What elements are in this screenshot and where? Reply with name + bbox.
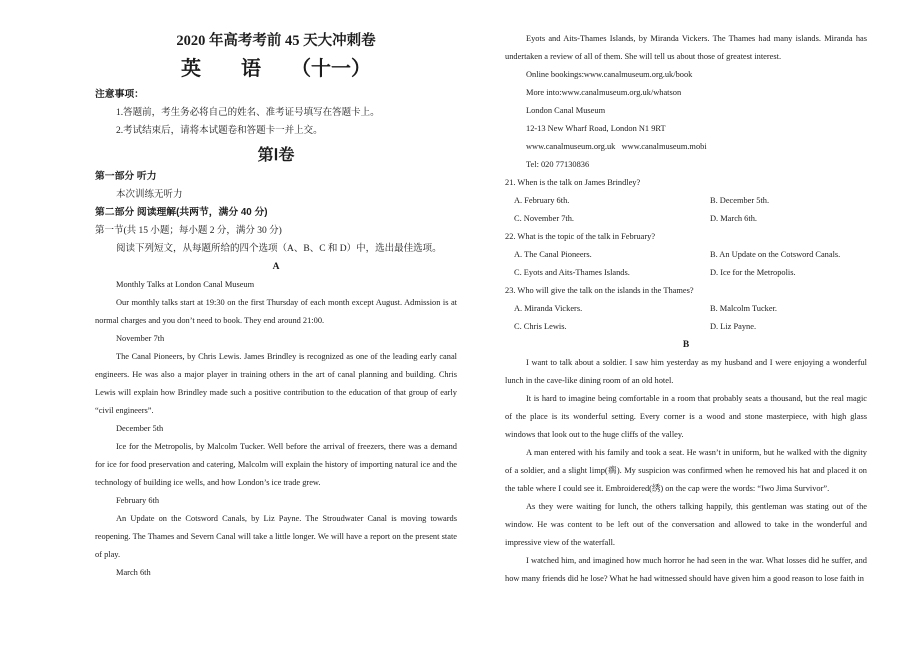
notice-item-2: 2.考试结束后，请将本试题卷和答题卡一并上交。 (116, 126, 323, 136)
option-b: B. Malcolm Tucker. (710, 304, 778, 313)
paper-title: 2020 年高考考前 45 天大冲刺卷 (176, 33, 376, 49)
option-d: D. March 6th. (710, 214, 757, 223)
option-b: B. An Update on the Cotsword Canals. (710, 250, 841, 259)
passage-a-paragraph: Our monthly talks start at 19:30 on the first Thursday of each month except August. Admission is at normal charges and you don’t need to book. They end around 21:00. (95, 298, 457, 325)
right-column (505, 30, 867, 588)
passage-b-label: B (682, 340, 690, 350)
passage-b-paragraph: A man entered with his family and took a seat. He wasn’t in uniform, but he walked with the dignity of a soldier, and a slight limp(瘸). My suspicion was confirmed when he removed his hat and placed it on the table where I could see it. Embroidered(绣) on the cap were the words: “Iwo Jima Survivor”. (505, 448, 867, 493)
question-21 (505, 174, 867, 228)
passage-a-info-line: Tel: 020 77130836 (526, 160, 590, 169)
part1-heading: 第一部分 听力 (95, 171, 157, 182)
left-column (95, 30, 457, 588)
passage-a-title-line: Monthly Talks at London Canal Museum (116, 280, 255, 289)
volume-title: 第Ⅰ卷 (257, 147, 295, 164)
question-text: 23. Who will give the talk on the islands in the Thames? (505, 286, 694, 295)
option-a: A. Miranda Vickers. (514, 304, 583, 313)
passage-a-date-line: March 6th (116, 568, 151, 577)
passage-a-info-line: Online bookings:www.canalmuseum.org.uk/book (526, 70, 693, 79)
notice-heading: 注意事项： (95, 89, 144, 100)
part2-subheading: 第一节(共 15 小题；每小题 2 分，满分 30 分) (95, 226, 282, 236)
option-b: B. December 5th. (710, 196, 770, 205)
part1-note: 本次训练无听力 (116, 190, 183, 200)
option-c: C. November 7th. (514, 214, 575, 223)
passage-a-info-line: 12-13 New Wharf Road, London N1 9RT (526, 124, 666, 133)
passage-a-info-line: www.canalmuseum.org.uk www.canalmuseum.mobi (526, 142, 707, 151)
option-c: C. Eyots and Aits-Thames Islands. (514, 268, 630, 277)
passage-a-date-line: November 7th (116, 334, 165, 343)
question-text: 21. When is the talk on James Brindley? (505, 178, 641, 187)
passage-a-label: A (272, 262, 280, 272)
passage-b-paragraph: As they were waiting for lunch, the others talking happily, this gentleman was stating out of the window. He was content to be left out of the conversation and allowed to take in the wonderful and impressive view of the waterfall. (505, 502, 867, 547)
passage-b-paragraph: I want to talk about a soldier. I saw him yesterday as my husband and I were enjoying a wonderful lunch in the cave-like dining room of an old hotel. (505, 358, 867, 385)
passage-a-info-line: More into:www.canalmuseum.org.uk/whatson (526, 88, 682, 97)
question-text: 22. What is the topic of the talk in February? (505, 232, 656, 241)
question-options (505, 300, 867, 336)
question-22 (505, 228, 867, 282)
option-d: D. Liz Payne. (710, 322, 757, 331)
passage-a-paragraph: The Canal Pioneers, by Chris Lewis. James Brindley is recognized as one of the leading early canal engineers. He was also a major player in training others in the art of canal planning and building. Chris Lewis will explain how Brindley made such a positive contribution to the education of that group of early “civil engineers”. (95, 352, 457, 415)
passage-b-paragraph: I watched him, and imagined how much horror he had seen in the war. What losses did he suffer, and how many friends did he lose? What he had witnessed should have given him a good reason to lose faith in (505, 556, 867, 583)
passage-b-paragraph: It is hard to imagine being comfortable in a room that probably seats a thousand, but the real magic of the place is its wonderful setting. Every corner is a wood and stone masterpiece, with high glass windows that look out to the huge cliffs of the valley. (505, 394, 867, 439)
passage-a-date-line: December 5th (116, 424, 164, 433)
question-options (505, 192, 867, 228)
passage-a-date-line: February 6th (116, 496, 160, 505)
option-a: A. The Canal Pioneers. (514, 250, 592, 259)
part2-heading: 第二部分 阅读理解(共两节，满分 40 分) (95, 207, 268, 218)
question-options (505, 246, 867, 282)
part2-instruction: 阅读下列短文，从每题所给的四个选项（A、B、C 和 D）中，选出最佳选项。 (116, 244, 442, 254)
option-a: A. February 6th. (514, 196, 570, 205)
subject-title: 英 语 （十一） (181, 58, 371, 80)
option-d: D. Ice for the Metropolis. (710, 268, 796, 277)
question-23 (505, 282, 867, 336)
passage-a-paragraph: Eyots and Aits-Thames Islands, by Miranda Vickers. The Thames had many islands. Miranda has undertaken a review of all of them. She will tell us about those of greatest interest. (505, 34, 867, 61)
notice-item-1: 1.答题前，考生务必将自己的姓名、准考证号填写在答题卡上。 (116, 108, 380, 118)
option-c: C. Chris Lewis. (514, 322, 567, 331)
passage-a-paragraph: An Update on the Cotsword Canals, by Liz Payne. The Stroudwater Canal is moving towards reopening. The Thames and Severn Canal will take a little longer. We will have a report on the present state of play. (95, 514, 457, 559)
passage-a-paragraph: Ice for the Metropolis, by Malcolm Tucker. Well before the arrival of freezers, there was a demand for ice for food preservation and catering, Malcolm will explain the history of importing natural ice and the technology of building ice wells, and how London’s ice trade grew. (95, 442, 457, 487)
passage-a-info-line: London Canal Museum (526, 106, 606, 115)
